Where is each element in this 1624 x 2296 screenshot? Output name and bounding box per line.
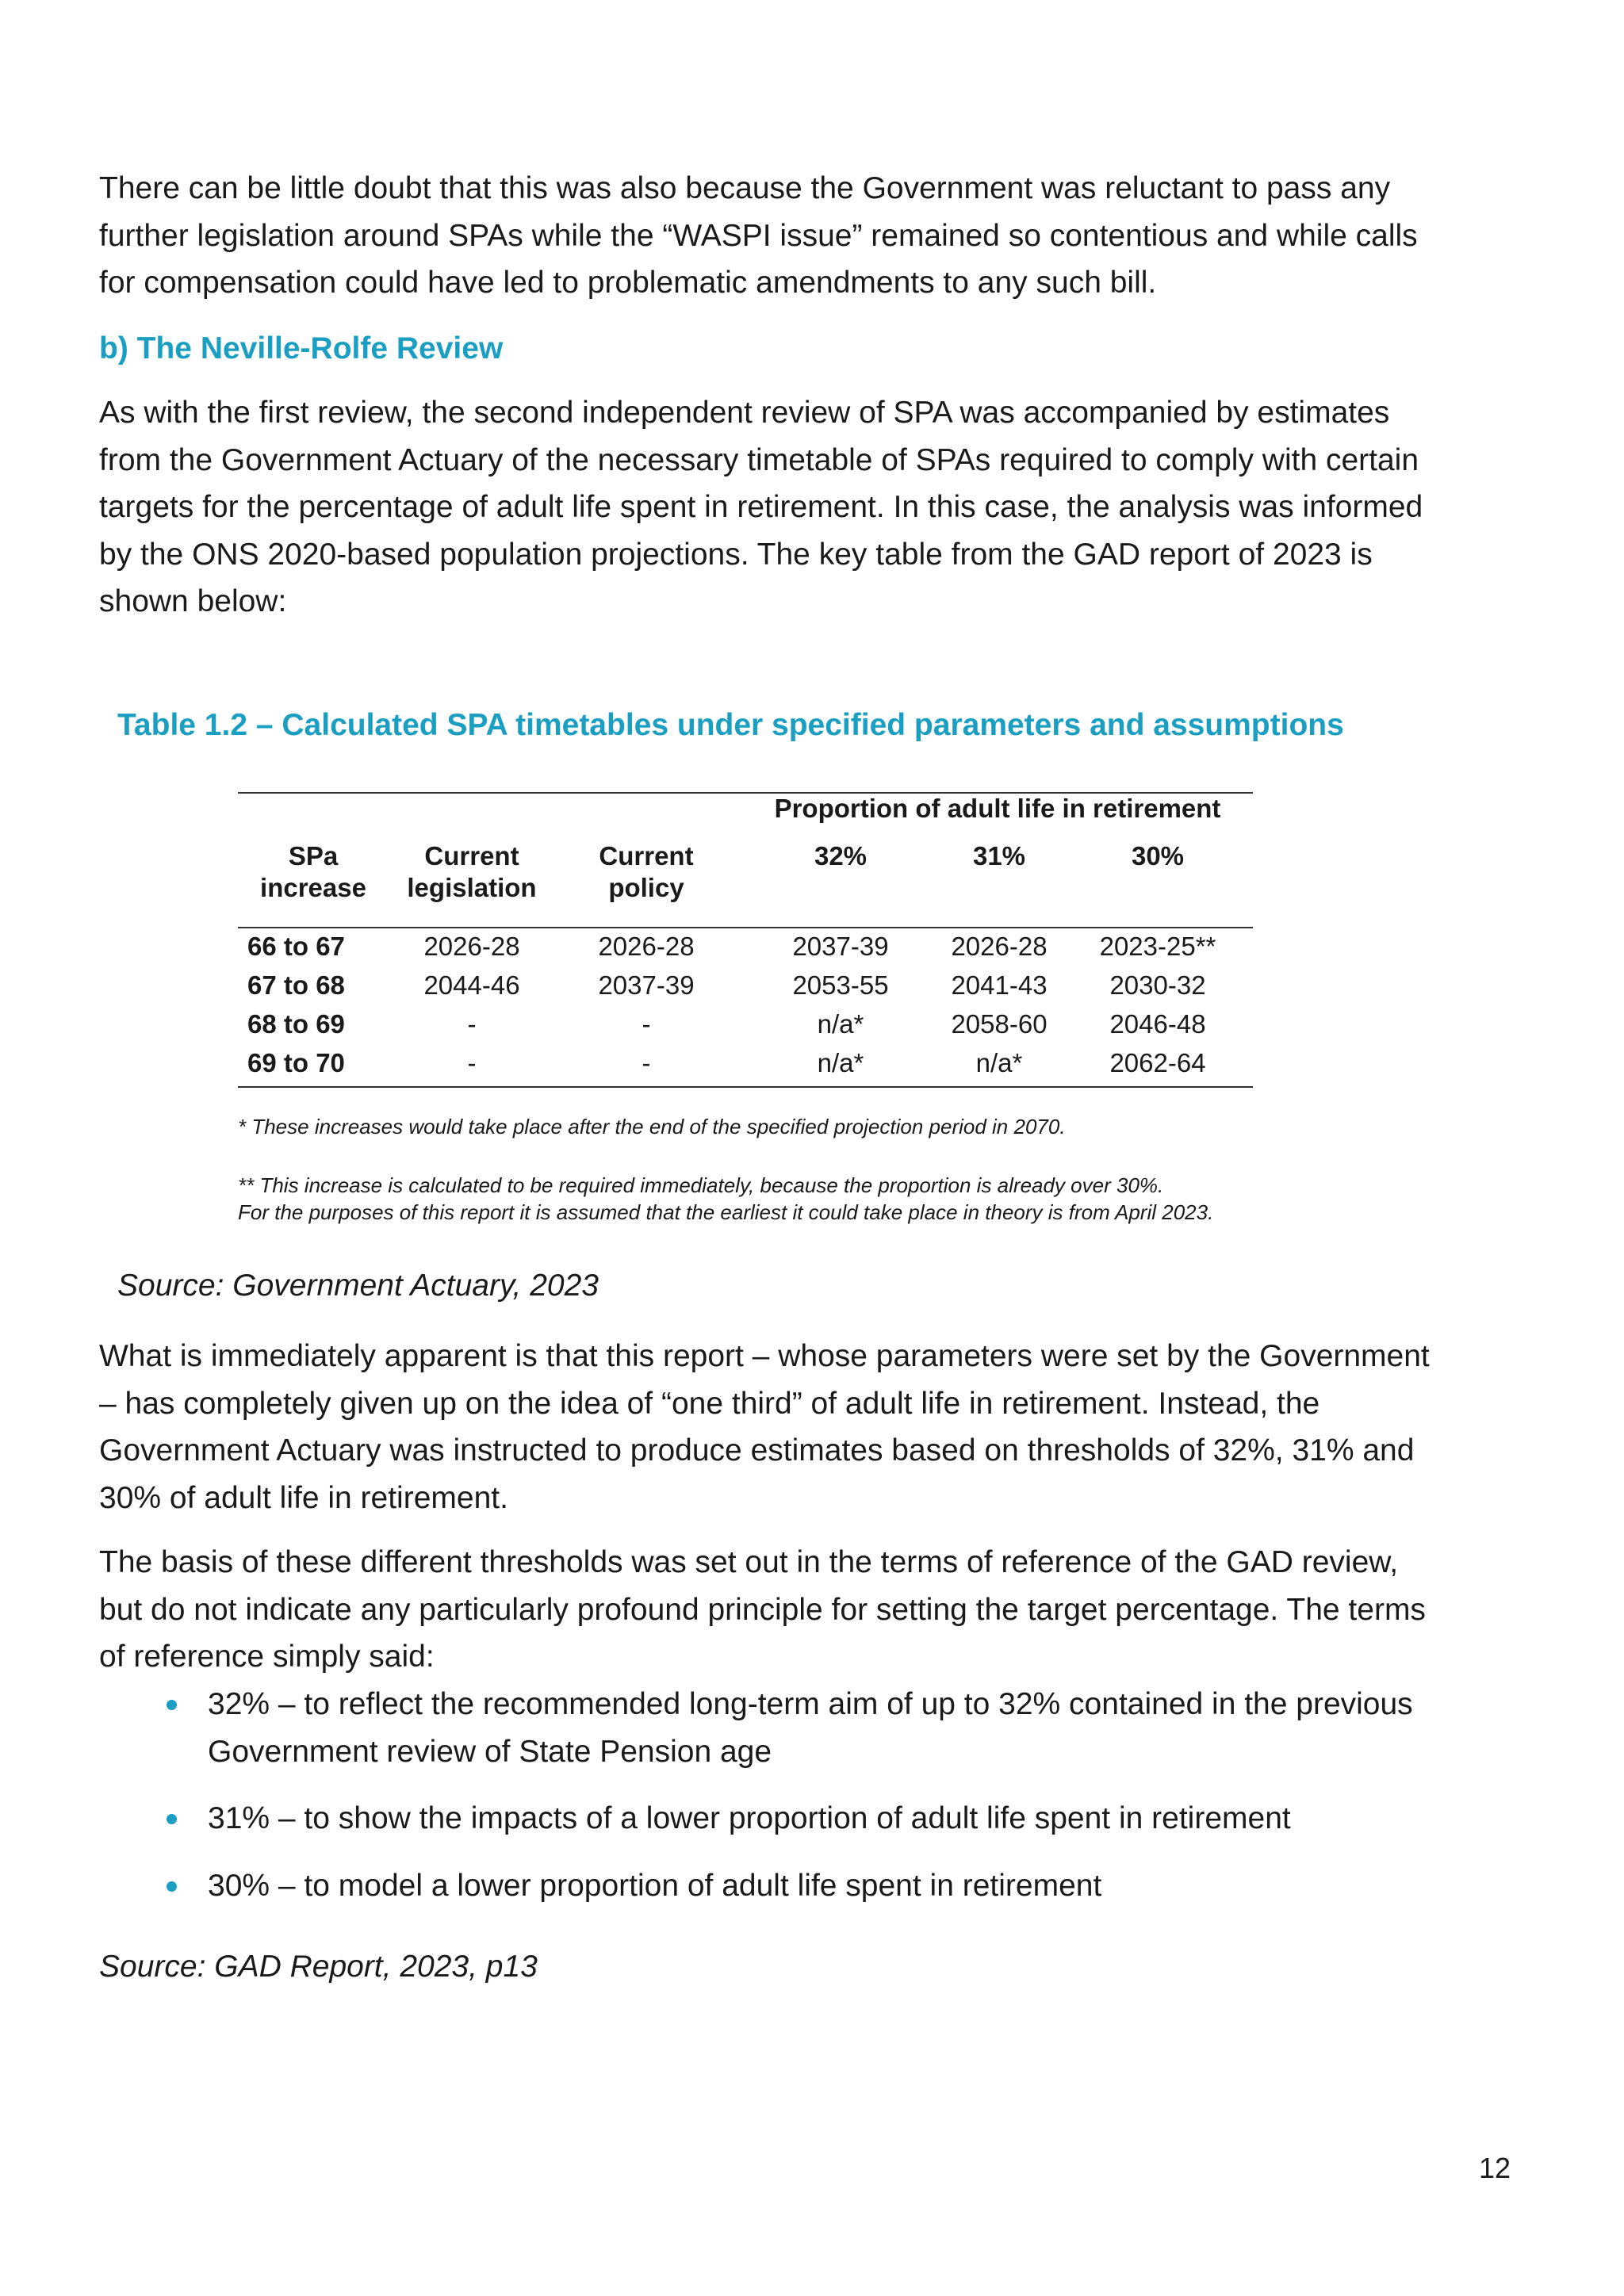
header-current-legislation: Current legislation: [407, 841, 537, 902]
cell-32-percent: 2053-55: [792, 970, 889, 1000]
terms-of-reference-list: [99, 1681, 1447, 1929]
cell-31-percent: 2041-43: [951, 970, 1048, 1000]
cell-current-legislation: 2044-46: [423, 970, 520, 1000]
cell-current-legislation: -: [467, 1009, 477, 1039]
basis-paragraph: The basis of these different thresholds was set out in the terms of reference of the GAD review, but do not indicate any particularly profound principle for setting the target percentage. The terms of reference simply said:: [99, 1545, 1426, 1674]
list-item: 30% – to model a lower proportion of adult life spent in retirement: [99, 1862, 1447, 1910]
table-header-rule: [238, 927, 1253, 928]
cell-spa-increase: 66 to 67: [247, 932, 345, 961]
header-30-percent: 30%: [1131, 841, 1185, 871]
cell-30-percent: 2046-48: [1109, 1009, 1206, 1039]
table-note-2-line-1: ** This increase is calculated to be required immediately, because the proportion is already over 30%.: [238, 1173, 1164, 1197]
section-heading: b) The Neville-Rolfe Review: [99, 331, 504, 365]
page-number: 12: [1478, 2152, 1511, 2184]
cell-31-percent: 2026-28: [951, 932, 1048, 961]
review-paragraph: As with the first review, the second independent review of SPA was accompanied by estimates from the Government Actuary of the necessary timetable of SPAs required to comply with certain targets for the percentage of adult life spent in retirement. In this case, the analysis was informed by the ONS 2020-based population projections. The key table from the GAD report of 2023 is shown below:: [99, 396, 1423, 618]
cell-32-percent: n/a*: [817, 1048, 864, 1077]
header-current-policy: Current policy: [599, 841, 694, 902]
cell-spa-increase: 68 to 69: [247, 1009, 345, 1039]
bullets-source: Source: GAD Report, 2023, p13: [99, 1950, 538, 1984]
analysis-paragraph: What is immediately apparent is that this report – whose parameters were set by the Government – has completely given up on the idea of “one third” of adult life in retirement. Instead, the Government Actuary was instructed to produce estimates based on thresholds of 32%, 31% and 30% of adult life in retirement.: [99, 1339, 1430, 1515]
header-31-percent: 31%: [972, 841, 1026, 871]
cell-current-policy: 2037-39: [598, 970, 695, 1000]
table-title: Table 1.2 – Calculated SPA timetables under specified parameters and assumptions: [117, 708, 1344, 742]
cell-31-percent: n/a*: [975, 1048, 1023, 1077]
table-source: Source: Government Actuary, 2023: [117, 1269, 599, 1303]
cell-spa-increase: 69 to 70: [247, 1048, 345, 1077]
cell-current-policy: -: [642, 1009, 651, 1039]
cell-30-percent: 2062-64: [1109, 1048, 1206, 1077]
bullet-icon: [167, 1700, 177, 1710]
table-bottom-rule: [238, 1086, 1253, 1088]
group-header: Proportion of adult life in retirement: [774, 794, 1221, 823]
cell-31-percent: 2058-60: [951, 1009, 1048, 1039]
cell-32-percent: n/a*: [817, 1009, 864, 1039]
bullet-icon: [167, 1881, 177, 1892]
cell-current-legislation: 2026-28: [423, 932, 520, 961]
cell-30-percent: 2030-32: [1109, 970, 1206, 1000]
cell-spa-increase: 67 to 68: [247, 970, 345, 1000]
header-32-percent: 32%: [814, 841, 868, 871]
bullet-icon: [167, 1814, 177, 1824]
list-item: 31% – to show the impacts of a lower proportion of adult life spent in retirement: [99, 1795, 1447, 1843]
table-note-1: * These increases would take place after the end of the specified projection period in 2070.: [238, 1115, 1066, 1138]
cell-30-percent: 2023-25**: [1099, 932, 1216, 961]
cell-current-policy: -: [642, 1048, 651, 1077]
cell-32-percent: 2037-39: [792, 932, 889, 961]
table-note-2-line-2: For the purposes of this report it is assumed that the earliest it could take place in theory is from April 2023.: [238, 1200, 1214, 1224]
header-spa-increase: SPa increase: [260, 841, 366, 902]
cell-current-legislation: -: [467, 1048, 477, 1077]
cell-current-policy: 2026-28: [598, 932, 695, 961]
intro-paragraph: There can be little doubt that this was also because the Government was reluctant to pass any further legislation around SPAs while the “WASPI issue” remained so contentious and while calls for compensation could have led to problematic amendments to any such bill.: [99, 171, 1418, 300]
list-item: 32% – to reflect the recommended long-term aim of up to 32% contained in the previous Government review of State Pension age: [99, 1681, 1447, 1775]
